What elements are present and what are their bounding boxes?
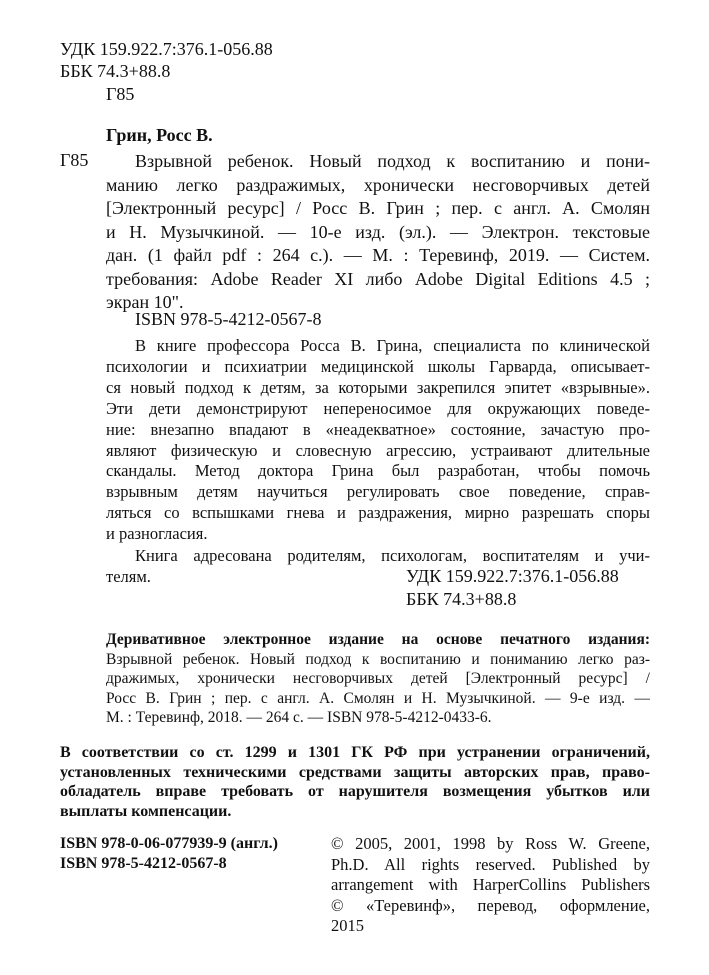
header-author-mark: Г85	[106, 84, 135, 104]
desc-line: и Н. Музычкиной. — 10-е изд. (эл.). — Электрон. текстовые	[106, 221, 650, 242]
record-author: Грин, Росс В.	[106, 125, 213, 145]
legal-line: установленных техническими средствами защиты авторских прав, право-	[60, 763, 650, 781]
annotation-line: ся новый подход к детям, за которыми закрепился эпитет «взрывные».	[106, 377, 650, 397]
annotation-line: телям.	[106, 566, 151, 586]
annotation-line: Книга адресована родителям, психологам, воспитателям и учи-	[135, 546, 650, 566]
annotation-line: являют физическую и словесную агрессию, устраивают длительные	[106, 440, 650, 460]
derivative-line: дражимых, хронически несговорчивых детей [Электронный ресурс] /	[106, 670, 650, 688]
copyright-line: arrangement with HarperCollins Publishers	[331, 875, 650, 895]
record-description	[106, 150, 650, 315]
annotation-line: взрывным детям научиться регулировать свое поведение, справ-	[106, 482, 650, 502]
derivative-line: Взрывной ребенок. Новый подход к воспитанию и пониманию легко раз-	[106, 650, 650, 668]
annotation-line: и разногласия.	[106, 524, 208, 544]
derivative-line: Росс В. Грин ; пер. с англ. А. Смолян и Н. Музычкиной. — 9-е изд. —	[106, 689, 650, 707]
annotation-line: В книге профессора Росса В. Грина, специалиста по клинической	[135, 336, 650, 355]
header-udk: УДК 159.922.7:376.1-056.88	[60, 39, 273, 59]
derivative-edition	[106, 630, 650, 728]
legal-line: выплаты компенсации.	[60, 802, 232, 820]
annotation-line: ние: внезапно впадают в «неадекватное» состояние, зачастую про-	[106, 419, 650, 439]
legal-line: В соответствии со ст. 1299 и 1301 ГК РФ при устранении ограничений,	[60, 744, 650, 761]
isbn-russian: ISBN 978-5-4212-0567-8	[60, 854, 227, 872]
desc-line: Взрывной ребенок. Новый подход к воспитанию и пони-	[135, 151, 650, 171]
copyright-line: Ph.D. All rights reserved. Published by	[331, 854, 650, 874]
legal-notice	[60, 743, 650, 821]
desc-line: требования: Adobe Reader XI либо Adobe Digital Editions 4.5 ;	[106, 268, 650, 289]
annotation-line: психологии и психиатрии медицинской школы Гарварда, описывает-	[106, 356, 650, 376]
isbn-block	[60, 834, 278, 873]
desc-line: [Электронный ресурс] / Росс В. Грин ; пер. с англ. А. Смолян	[106, 198, 650, 218]
derivative-line: М. : Теревинф, 2018. — 264 с. — ISBN 978-5-4212-0433-6.	[106, 709, 492, 727]
footer-udk: УДК 159.922.7:376.1-056.88	[406, 566, 619, 586]
desc-line: экран 10".	[106, 292, 184, 312]
legal-line: обладатель вправе требовать от нарушителя возмещения убытков или	[60, 783, 650, 800]
copyright-line: 2015	[331, 916, 364, 936]
record-mark: Г85	[60, 150, 89, 170]
record-isbn: ISBN 978-5-4212-0567-8	[135, 309, 322, 329]
footer-bbk: ББК 74.3+88.8	[406, 589, 517, 609]
copyright-block	[331, 834, 650, 937]
annotation-line: Эти дети демонстрируют непереносимое для окружающих поведе-	[106, 398, 650, 418]
header-bbk: ББК 74.3+88.8	[60, 61, 171, 81]
annotation-line: ляться со вспышками гнева и раздражения, мирно разрешать споры	[106, 503, 650, 523]
isbn-english: ISBN 978-0-06-077939-9 (англ.)	[60, 835, 278, 852]
derivative-heading: Деривативное электронное издание на основе печатного издания:	[106, 631, 650, 648]
annotation	[106, 336, 650, 588]
copyright-line: © 2005, 2001, 1998 by Ross W. Greene,	[331, 834, 650, 853]
desc-line: манию легко раздражимых, хронически несговорчивых детей	[106, 174, 650, 195]
copyright-line: © «Теревинф», перевод, оформление,	[331, 895, 650, 915]
annotation-line: скандалы. Метод доктора Грина был разработан, чтобы помочь	[106, 461, 650, 481]
desc-line: дан. (1 файл pdf : 264 с.). — М. : Теревинф, 2019. — Систем.	[106, 245, 650, 265]
